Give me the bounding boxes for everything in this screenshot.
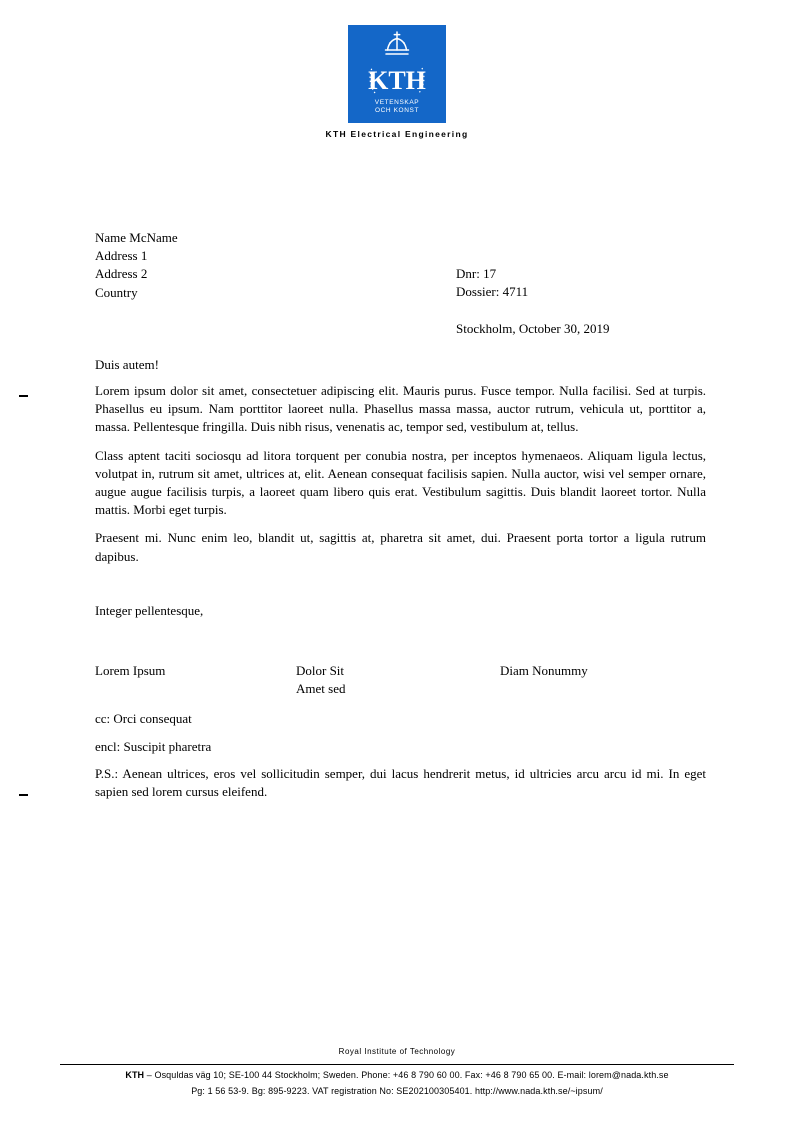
recipient-address-2: Address 2 — [95, 266, 148, 282]
logo-motto-line1: VETENSKAP — [374, 99, 420, 106]
footer-address-text: – Osquldas väg 10; SE-100 44 Stockholm; Sweden. Phone: +46 8 790 60 00. Fax: +46 8 790 65 00. E-mail: lorem@nada.kth.se — [146, 1070, 669, 1080]
footer-institute: Royal Institute of Technology — [338, 1047, 456, 1056]
recipient-name: Name McName — [95, 230, 178, 245]
salutation: Duis autem! — [95, 357, 159, 372]
logo-motto-line2: OCH KONST — [374, 107, 420, 114]
logo-text: KTH — [368, 66, 426, 95]
fold-mark-bottom — [19, 794, 28, 796]
fold-mark-top — [19, 395, 28, 397]
signature-block-1 — [95, 662, 165, 680]
footer-org-name: KTH — [125, 1070, 145, 1080]
signature-block-2 — [296, 662, 345, 698]
signature-name: Dolor Sit — [296, 663, 345, 678]
recipient-country: Country — [95, 284, 138, 300]
footer-registration-line: Pg: 1 56 53-9. Bg: 895-9223. VAT registration No: SE202100305401. http://www.nada.kth.se/~ipsum/ — [191, 1086, 603, 1096]
footer-divider — [60, 1064, 734, 1065]
body-paragraph-2: Class aptent taciti sociosqu ad litora torquent per conubia nostra, per inceptos hymenaeos. Aliquam ligula lectus, volutpat in, rutrum sit amet, ultrices at, elit. Aenean consequat facilisis sapien. Nulla auctor, wisi vel semper ornare, augue augue facilisis turpis, a laoreet quam libero quis erat. Vestibulum sagittis. Duis blandit laoreet tortor. Nulla mattis. Morbi eget turpis. — [95, 447, 706, 518]
signature-title: Amet sed — [296, 681, 346, 697]
cc-line: cc: Orci consequat — [95, 711, 192, 726]
footer-address-line — [0, 1070, 794, 1080]
recipient-address-1: Address 1 — [95, 248, 148, 264]
kth-logo — [348, 25, 446, 123]
reference-block — [456, 265, 528, 301]
encl-line: encl: Suscipit pharetra — [95, 739, 212, 754]
letter-body — [95, 382, 706, 566]
dnr-line: Dnr: 17 — [456, 266, 497, 281]
recipient-address — [95, 229, 178, 302]
signature-name: Lorem Ipsum — [95, 663, 166, 678]
department-name: KTH Electrical Engineering — [325, 129, 469, 139]
signature-name: Diam Nonummy — [500, 663, 588, 678]
signature-block-3 — [500, 662, 588, 680]
date-line: Stockholm, October 30, 2019 — [456, 321, 610, 336]
kth-logo-image — [348, 25, 446, 123]
body-paragraph-3: Praesent mi. Nunc enim leo, blandit ut, sagittis at, pharetra sit amet, dui. Praesent porta tortor a ligula rutrum dapibus. — [95, 530, 706, 564]
ps-line: P.S.: Aenean ultrices, eros vel sollicitudin semper, dui lacus hendrerit metus, id ultricies arcu arcu id mi. In eget sapien sed lorem cursus eleifend. — [95, 766, 706, 800]
dossier-line: Dossier: 4711 — [456, 284, 529, 300]
body-paragraph-1: Lorem ipsum dolor sit amet, consectetuer adipiscing elit. Mauris purus. Fusce tempor. Nulla facilisi. Sed at turpis. Phasellus eu ipsum. Nam porttitor laoreet nulla. Phasellus massa massa, auctor rutrum, vehicula ut, porttitor a, massa. Pellentesque fringilla. Duis nibh risus, venenatis ac, tempor sed, vestibulum at, tellus. — [95, 383, 706, 435]
closing-phrase: Integer pellentesque, — [95, 603, 204, 618]
